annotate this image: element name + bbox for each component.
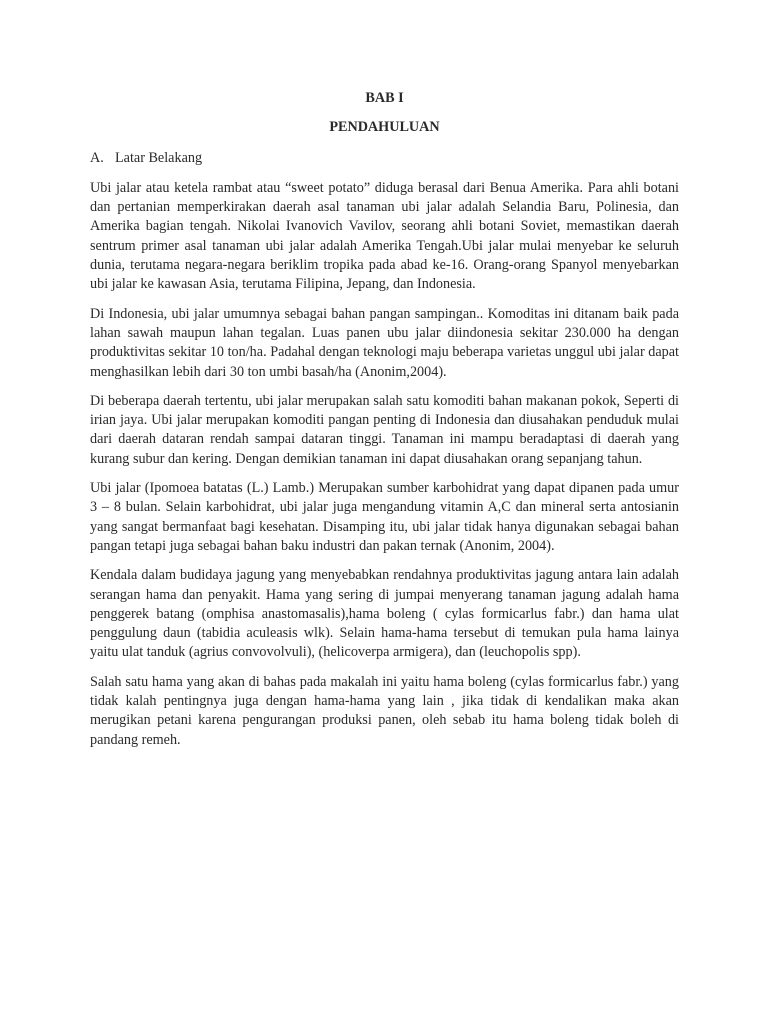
section-letter: A. [90, 149, 104, 166]
paragraph-1: Ubi jalar atau ketela rambat atau “sweet potato” diduga berasal dari Benua Amerika. Para ahli botani dan pertanian memperkirakan daerah asal tanaman ubi jalar adalah Selandia Baru, Polinesia, dan Amerika bagian tengah. Nikolai Ivanovich Vavilov, seorang ahli botani Soviet, memastikan daerah sentrum primer asal tanaman ubi jalar adalah Amerika Tengah.Ubi jalar mulai menyebar ke seluruh dunia, terutama negara-negara beriklim tropika pada abad ke-16. Orang-orang Spanyol menyebarkan ubi jalar ke kawasan Asia, terutama Filipina, Jepang, dan Indonesia. [90, 179, 679, 293]
section-heading [90, 149, 679, 168]
chapter-title: PENDAHULUAN [329, 119, 440, 136]
paragraph-3: Di beberapa daerah tertentu, ubi jalar merupakan salah satu komoditi bahan makanan pokok, Seperti di irian jaya. Ubi jalar merupakan komoditi pangan penting di Indonesia dan diusahakan penduduk mulai dari daerah dataran rendah sampai dataran tinggi. Tanaman ini mampu beradaptasi di daerah yang kurang subur dan kering. Dengan demikian tanaman ini dapat diusahakan orang sepanjang tahun. [90, 392, 679, 467]
section-title: Latar Belakang [115, 149, 203, 166]
paragraph-6: Salah satu hama yang akan di bahas pada makalah ini yaitu hama boleng (cylas formicarlus fabr.) yang tidak kalah pentingnya juga dengan hama-hama yang lain , jika tidak di kendalikan maka akan merugikan petani karena pengurangan produksi panen, oleh sebab itu hama boleng tidak boleh di pandang remeh. [90, 673, 679, 748]
paragraph-4: Ubi jalar (Ipomoea batatas (L.) Lamb.) Merupakan sumber karbohidrat yang dapat dipanen pada umur 3 – 8 bulan. Selain karbohidrat, ubi jalar juga mengandung vitamin A,C dan mineral serta antosianin yang sangat bermanfaat bagi kesehatan. Disamping itu, ubi jalar tidak hanya digunakan sebagai bahan pangan tetapi juga sebagai bahan baku industri dan pakan ternak (Anonim, 2004). [90, 480, 679, 554]
document-body [90, 89, 679, 750]
chapter-heading: BAB I [365, 90, 404, 106]
paragraph-5: Kendala dalam budidaya jagung yang menyebabkan rendahnya produktivitas jagung antara lain adalah serangan hama dan penyakit. Hama yang sering di jumpai menyerang tanaman jagung adalah hama penggerek batang (omphisa anastomasalis),hama boleng ( cylas formicarlus fabr.) dan hama ulat penggulung daun (tabidia aculeasis wlk). Selain hama-hama tersebut di temukan pula hama lainya yaitu ulat tanduk (agrius convovolvuli), (helicoverpa armigera), dan (leuchopolis spp). [90, 567, 679, 661]
paragraph-2: Di Indonesia, ubi jalar umumnya sebagai bahan pangan sampingan.. Komoditas ini ditanam baik pada lahan sawah maupun lahan tegalan. Luas panen ubu jalar diindonesia sekitar 230.000 ha dengan produktivitas sekitar 10 ton/ha. Padahal dengan teknologi maju beberapa varietas unggul ubi jalar dapat menghasilkan lebih dari 30 ton umbi basah/ha (Anonim,2004). [90, 305, 679, 380]
